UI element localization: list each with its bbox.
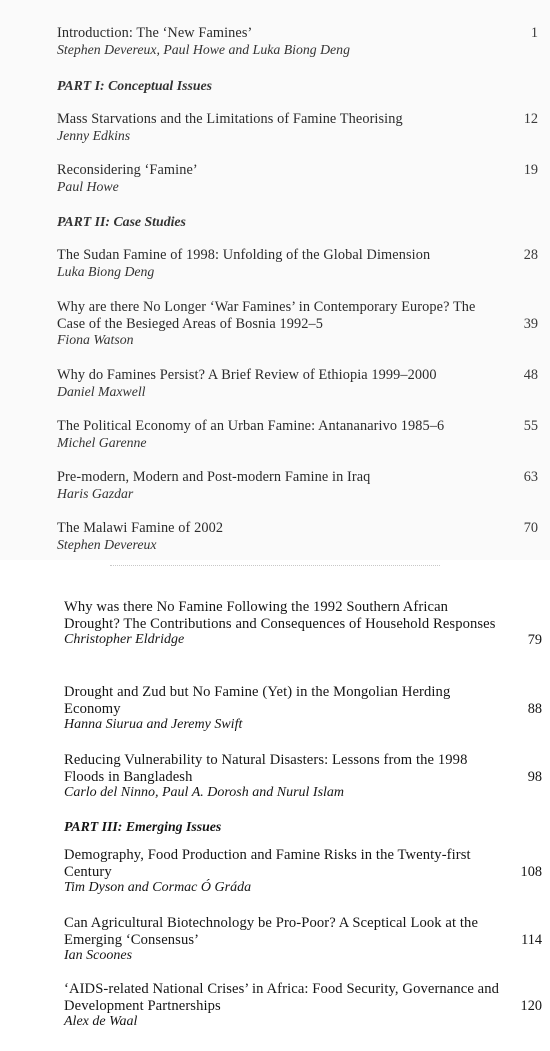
- entry-title: The Sudan Famine of 1998: Unfolding of the Global Dimension: [57, 247, 431, 263]
- entry-title: Why was there No Famine Following the 1992 Southern African Drought? The Contributions and Consequences of Household Responses: [64, 599, 496, 632]
- page-number: 39: [523, 316, 538, 332]
- entry-author: Stephen Devereux: [57, 536, 157, 552]
- entry-title: Reconsidering ‘Famine’: [57, 162, 198, 178]
- part-heading: PART II: Case Studies: [57, 214, 186, 229]
- entry-author: Daniel Maxwell: [57, 383, 146, 399]
- scan-seam-line: [110, 565, 440, 566]
- page-number: 98: [527, 769, 542, 785]
- toc-entry: [57, 247, 542, 280]
- entry-author: Carlo del Ninno, Paul A. Dorosh and Nurul Islam: [64, 785, 345, 800]
- page-number: 1: [530, 25, 538, 41]
- page-number: 120: [520, 998, 542, 1014]
- toc-entry: [64, 915, 542, 965]
- entry-author: Stephen Devereux, Paul Howe and Luka Biong Deng: [57, 41, 350, 57]
- page-number: 88: [527, 701, 542, 717]
- toc-entry: [57, 299, 542, 349]
- entry-title: The Political Economy of an Urban Famine: Antananarivo 1985–6: [57, 418, 445, 434]
- entry-title: Demography, Food Production and Famine Risks in the Twenty-first Century: [64, 847, 471, 880]
- toc-entry: [57, 469, 542, 502]
- entry-author: Tim Dyson and Cormac Ó Gráda: [64, 880, 252, 895]
- toc-entry: [57, 418, 542, 451]
- page-number: 19: [523, 162, 538, 178]
- scan-seam: [0, 560, 550, 575]
- entry-author: Fiona Watson: [57, 332, 134, 347]
- entry-title: The Malawi Famine of 2002: [57, 520, 224, 536]
- entry-title: Pre-modern, Modern and Post-modern Famine in Iraq: [57, 469, 371, 485]
- toc-entry: [64, 847, 542, 897]
- part-heading: PART III: Emerging Issues: [64, 819, 222, 834]
- entry-title: Drought and Zud but No Famine (Yet) in the Mongolian Herding Economy: [64, 684, 451, 717]
- entry-author: Jenny Edkins: [57, 127, 131, 143]
- entry-title: ‘AIDS-related National Crises’ in Africa: Food Security, Governance and Development Partnerships: [64, 981, 500, 1014]
- entry-author: Hanna Siurua and Jeremy Swift: [64, 717, 243, 732]
- entry-title: Why do Famines Persist? A Brief Review of Ethiopia 1999–2000: [57, 367, 437, 383]
- page-number: 114: [521, 932, 542, 948]
- toc-entry: [57, 25, 542, 58]
- page-number: 55: [523, 418, 538, 434]
- entry-author: Christopher Eldridge: [64, 632, 185, 647]
- entry-author: Ian Scoones: [64, 948, 133, 963]
- part-heading: PART I: Conceptual Issues: [57, 78, 212, 93]
- page-number: 28: [523, 247, 538, 263]
- page-number: 79: [527, 632, 542, 648]
- entry-author: Luka Biong Deng: [57, 263, 155, 279]
- toc-entry: [64, 599, 542, 649]
- toc-entry: [57, 162, 542, 195]
- contents-bottom-scan: [0, 575, 550, 1051]
- page-number: 70: [523, 520, 538, 536]
- entry-title: Mass Starvations and the Limitations of Famine Theorising: [57, 111, 403, 127]
- entry-title: Why are there No Longer ‘War Famines’ in Contemporary Europe? The Case of the Besieged Areas of Bosnia 1992–5: [57, 299, 476, 332]
- page-number: 12: [523, 111, 538, 127]
- toc-entry: [57, 520, 542, 553]
- entry-title: Can Agricultural Biotechnology be Pro-Poor? A Sceptical Look at the Emerging ‘Consensus’: [64, 915, 479, 948]
- entry-author: Alex de Waal: [64, 1014, 138, 1029]
- toc-entry: [64, 684, 542, 734]
- page-number: 48: [523, 367, 538, 383]
- entry-author: Michel Garenne: [57, 434, 147, 450]
- toc-entry: [57, 367, 542, 400]
- toc-entry: [64, 981, 542, 1031]
- entry-title: Introduction: The ‘New Famines’: [57, 25, 253, 41]
- entry-author: Haris Gazdar: [57, 485, 134, 501]
- entry-author: Paul Howe: [57, 178, 119, 194]
- toc-entry: [57, 111, 542, 144]
- toc-entry: [64, 752, 542, 802]
- page-number: 63: [523, 469, 538, 485]
- page-number: 108: [520, 864, 542, 880]
- entry-title: Reducing Vulnerability to Natural Disasters: Lessons from the 1998 Floods in Bangladesh: [64, 752, 468, 785]
